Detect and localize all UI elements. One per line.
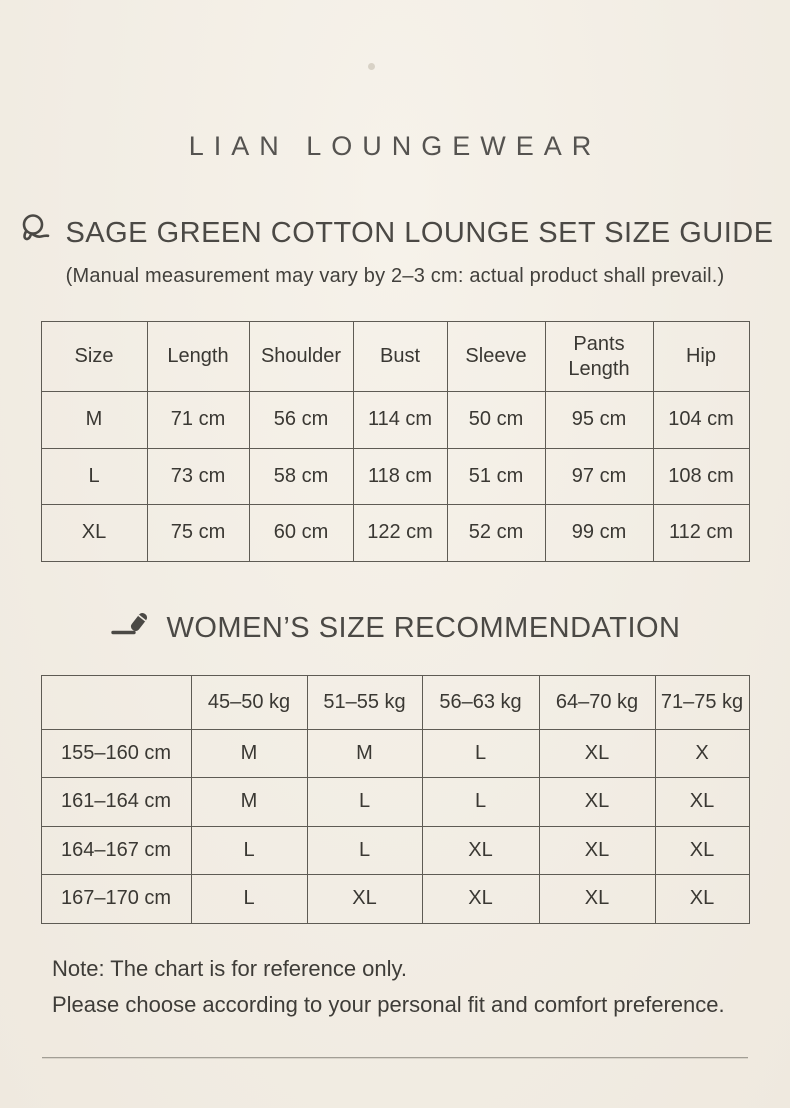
table-cell: XL — [41, 505, 147, 562]
corner-cell — [41, 675, 191, 729]
size-cell: XL — [539, 826, 655, 875]
table-row-size-l — [41, 448, 749, 505]
size-guide-heading — [0, 212, 790, 254]
size-cell: XL — [539, 729, 655, 778]
photo-smudge — [368, 63, 375, 70]
table-cell: 58 cm — [249, 448, 353, 505]
size-cell: XL — [539, 778, 655, 827]
footer-note-line-2: Please choose according to your personal fit and comfort preference. — [52, 991, 725, 1017]
measurements-table — [41, 321, 750, 562]
size-cell: XL — [539, 875, 655, 924]
measurements-header-row — [41, 322, 749, 392]
recommendation-heading — [0, 609, 790, 649]
table-row-height-167-170 — [41, 875, 749, 924]
table-cell: 56 cm — [249, 392, 353, 449]
weight-header: 71–75 kg — [655, 675, 749, 729]
size-cell: L — [422, 729, 539, 778]
size-cell: L — [307, 826, 422, 875]
table-cell: 108 cm — [653, 448, 749, 505]
table-cell: 99 cm — [545, 505, 653, 562]
table-cell: 97 cm — [545, 448, 653, 505]
table-row-size-m — [41, 392, 749, 449]
col-header-shoulder: Shoulder — [249, 322, 353, 392]
table-row-height-161-164 — [41, 778, 749, 827]
size-cell: XL — [655, 778, 749, 827]
table-cell: L — [41, 448, 147, 505]
table-cell: 122 cm — [353, 505, 447, 562]
table-cell: 71 cm — [147, 392, 249, 449]
table-cell: 51 cm — [447, 448, 545, 505]
footer-note — [52, 951, 790, 1023]
size-cell: XL — [655, 826, 749, 875]
size-cell: M — [307, 729, 422, 778]
size-guide-title: SAGE GREEN COTTON LOUNGE SET SIZE GUIDE — [65, 216, 774, 249]
table-cell: 118 cm — [353, 448, 447, 505]
recommendation-title: WOMEN’S SIZE RECOMMENDATION — [166, 612, 681, 644]
size-cell: L — [307, 778, 422, 827]
tape-measure-icon — [16, 212, 52, 254]
table-cell: 52 cm — [447, 505, 545, 562]
table-cell: 112 cm — [653, 505, 749, 562]
table-cell: 75 cm — [147, 505, 249, 562]
size-cell: L — [191, 875, 307, 924]
weight-header: 56–63 kg — [422, 675, 539, 729]
table-cell: 95 cm — [545, 392, 653, 449]
size-cell: X — [655, 729, 749, 778]
table-cell: 60 cm — [249, 505, 353, 562]
recommendation-table — [41, 675, 750, 924]
table-cell: M — [41, 392, 147, 449]
table-cell: 50 cm — [447, 392, 545, 449]
size-cell: XL — [307, 875, 422, 924]
size-cell: M — [191, 778, 307, 827]
size-cell: L — [422, 778, 539, 827]
weight-header: 64–70 kg — [539, 675, 655, 729]
table-row-size-xl — [41, 505, 749, 562]
brand-title: LIAN LOUNGEWEAR — [188, 131, 602, 161]
table-cell: 73 cm — [147, 448, 249, 505]
weight-header: 45–50 kg — [191, 675, 307, 729]
recommendation-header-row — [41, 675, 749, 729]
height-label: 164–167 cm — [41, 826, 191, 875]
col-header-length: Length — [147, 322, 249, 392]
table-row-height-164-167 — [41, 826, 749, 875]
col-header-size: Size — [41, 322, 147, 392]
table-row-height-155-160 — [41, 729, 749, 778]
col-header-hip: Hip — [653, 322, 749, 392]
size-cell: XL — [422, 826, 539, 875]
height-label: 167–170 cm — [41, 875, 191, 924]
footer-note-line-1: Note: The chart is for reference only. — [52, 955, 408, 981]
gavel-icon — [109, 609, 153, 649]
bottom-divider — [42, 1057, 748, 1059]
col-header-pants-length: Pants Length — [545, 322, 653, 392]
size-cell: XL — [422, 875, 539, 924]
table-cell: 104 cm — [653, 392, 749, 449]
size-cell: XL — [655, 875, 749, 924]
col-header-bust: Bust — [353, 322, 447, 392]
measurement-note: (Manual measurement may vary by 2–3 cm: actual product shall prevail.) — [65, 265, 725, 287]
height-label: 161–164 cm — [41, 778, 191, 827]
col-header-sleeve: Sleeve — [447, 322, 545, 392]
size-cell: L — [191, 826, 307, 875]
size-cell: M — [191, 729, 307, 778]
weight-header: 51–55 kg — [307, 675, 422, 729]
table-cell: 114 cm — [353, 392, 447, 449]
height-label: 155–160 cm — [41, 729, 191, 778]
